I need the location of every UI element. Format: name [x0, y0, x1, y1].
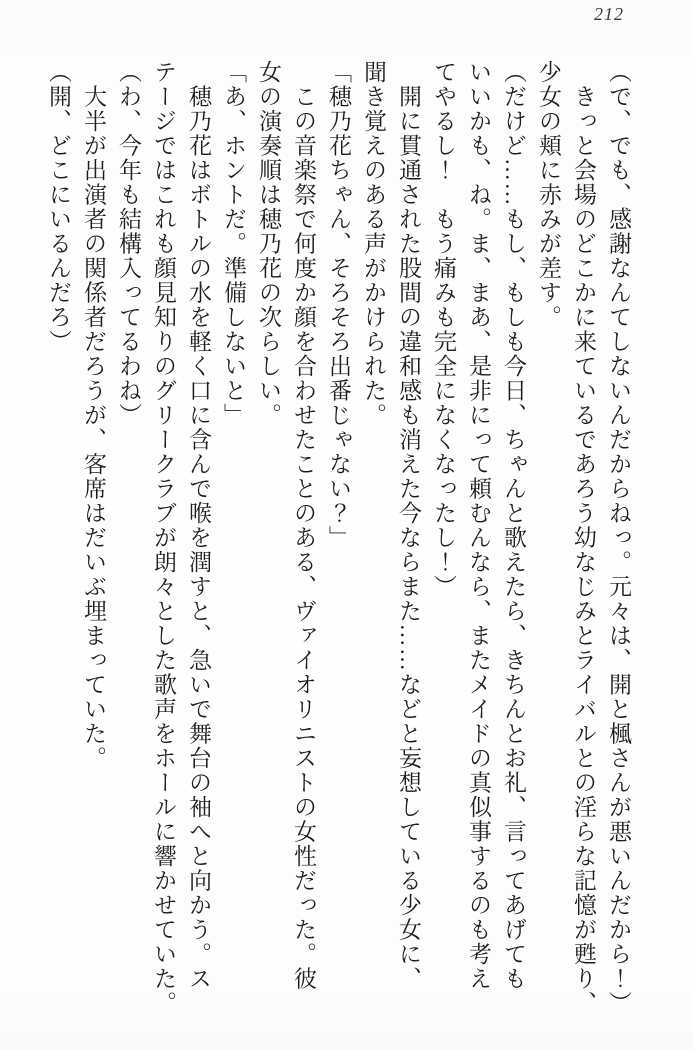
text-line: この音楽祭で何度か顔を合わせたことのある、ヴァイオリニストの女性だった。彼: [291, 60, 316, 991]
text-line: （で、でも、感謝なんてしないんだからねっ。元々は、開と楓さんが悪いんだから！）: [606, 60, 631, 1016]
text-line: 開に貫通された股間の違和感も消えた今ならまた……などと妄想している少女に、: [396, 60, 421, 991]
text-line: 「穂乃花ちゃん、そろそろ出番じゃない？」: [326, 60, 351, 550]
text-line: いいかも、ね。ま、まあ、是非にって頼むんなら、またメイドの真似事するのも考え: [466, 60, 491, 991]
text-line: きっと会場のどこかに来ているであろう幼なじみとライバルとの淫らな記憶が甦り、: [571, 60, 596, 1016]
text-line: 穂乃花はボトルの水を軽く口に含んで喉を潤すと、急いで舞台の袖へと向かう。ス: [186, 60, 211, 991]
text-line: （だけど……もし、もしも今日、ちゃんと歌えたら、きちんとお礼、言ってあげても: [501, 60, 526, 991]
text-line: 「あ、ホントだ。準備しないと」: [221, 60, 246, 428]
text-line: （開、どこにいるんだろ）: [46, 60, 71, 354]
text-line: 大半が出演者の関係者だろうが、客席はだいぶ埋まっていた。: [81, 60, 106, 771]
text-line: てやるし！ もう痛みも完全になくなったし！）: [431, 60, 456, 599]
vertical-text-block: [41, 60, 636, 1028]
text-line: 聞き覚えのある声がかけられた。: [361, 60, 386, 428]
text-line: 少女の頬に赤みが差す。: [536, 60, 561, 330]
text-line: 女の演奏順は穂乃花の次らしい。: [256, 60, 281, 428]
page-number: 212: [594, 4, 624, 24]
text-line: テージではこれも顔見知りのグリークラブが朗々とした歌声をホールに響かせていた。: [151, 60, 176, 1016]
text-line: （わ、今年も結構入ってるわね）: [116, 60, 141, 428]
